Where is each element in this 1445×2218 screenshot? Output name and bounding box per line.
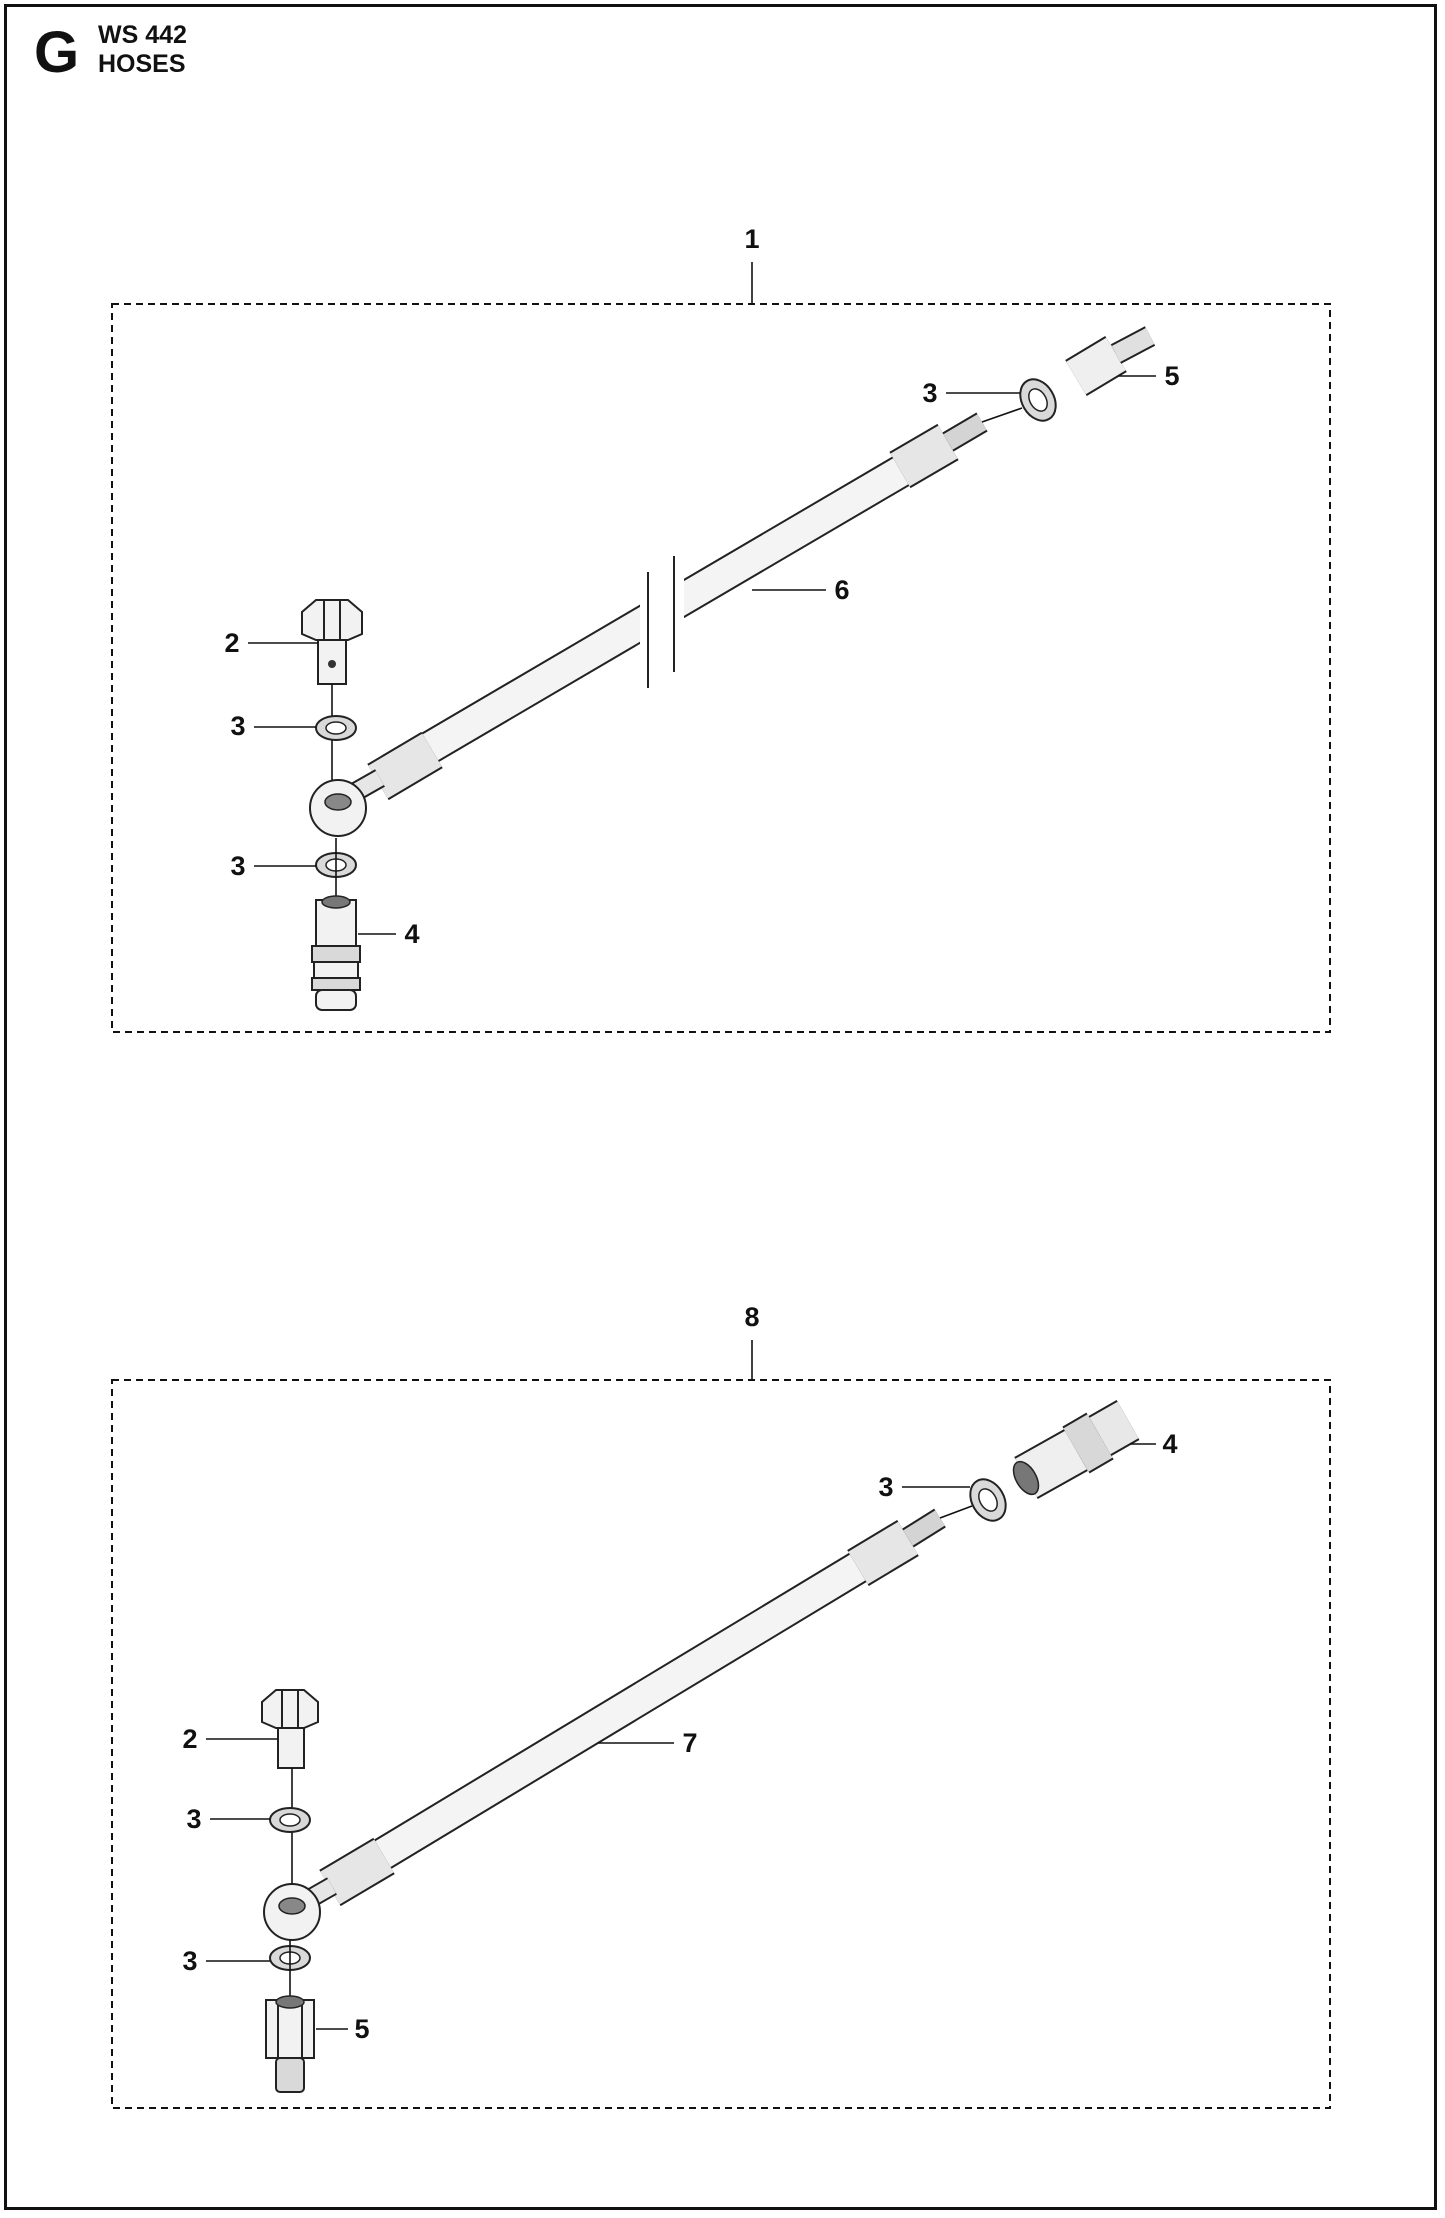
section-letter: G <box>34 20 80 85</box>
assembly-8 <box>112 1302 1330 2108</box>
callout-washer-1a: 3 <box>230 711 246 741</box>
callout-coupler-8: 4 <box>1162 1429 1178 1459</box>
hose-7 <box>330 1518 940 1888</box>
banjo-bolt-8 <box>262 1690 318 1884</box>
page-title: HOSES <box>98 50 186 78</box>
quick-coupler-8 <box>1008 1420 1128 1499</box>
callout-coupler-1: 4 <box>404 919 420 949</box>
callout-washer-8b: 3 <box>182 1946 198 1976</box>
callout-washer-1c: 3 <box>922 378 938 408</box>
callout-hose-6: 6 <box>834 575 850 605</box>
nipple-1 <box>1076 336 1150 378</box>
callout-washer-8a: 3 <box>186 1804 202 1834</box>
assembly-1-box <box>112 304 1330 1032</box>
callout-nipple-8: 5 <box>354 2014 370 2044</box>
hose-6 <box>378 422 982 782</box>
quick-coupler-1 <box>312 896 360 1010</box>
callout-washer-8c: 3 <box>878 1472 894 1502</box>
callout-bolt-8: 2 <box>182 1724 198 1754</box>
model-number: WS 442 <box>98 21 187 49</box>
nipple-8 <box>266 1996 314 2092</box>
banjo-eye-8 <box>264 1884 332 1940</box>
callout-hose-7: 7 <box>682 1728 698 1758</box>
callout-bolt-1: 2 <box>224 628 240 658</box>
assembly-8-number: 8 <box>744 1302 760 1332</box>
banjo-bolt-1 <box>302 600 362 780</box>
callout-nipple-1: 5 <box>1164 361 1180 391</box>
assembly-1 <box>112 224 1330 1032</box>
callout-washer-1b: 3 <box>230 851 246 881</box>
assembly-1-number: 1 <box>744 224 760 254</box>
banjo-eye-1 <box>310 778 380 836</box>
